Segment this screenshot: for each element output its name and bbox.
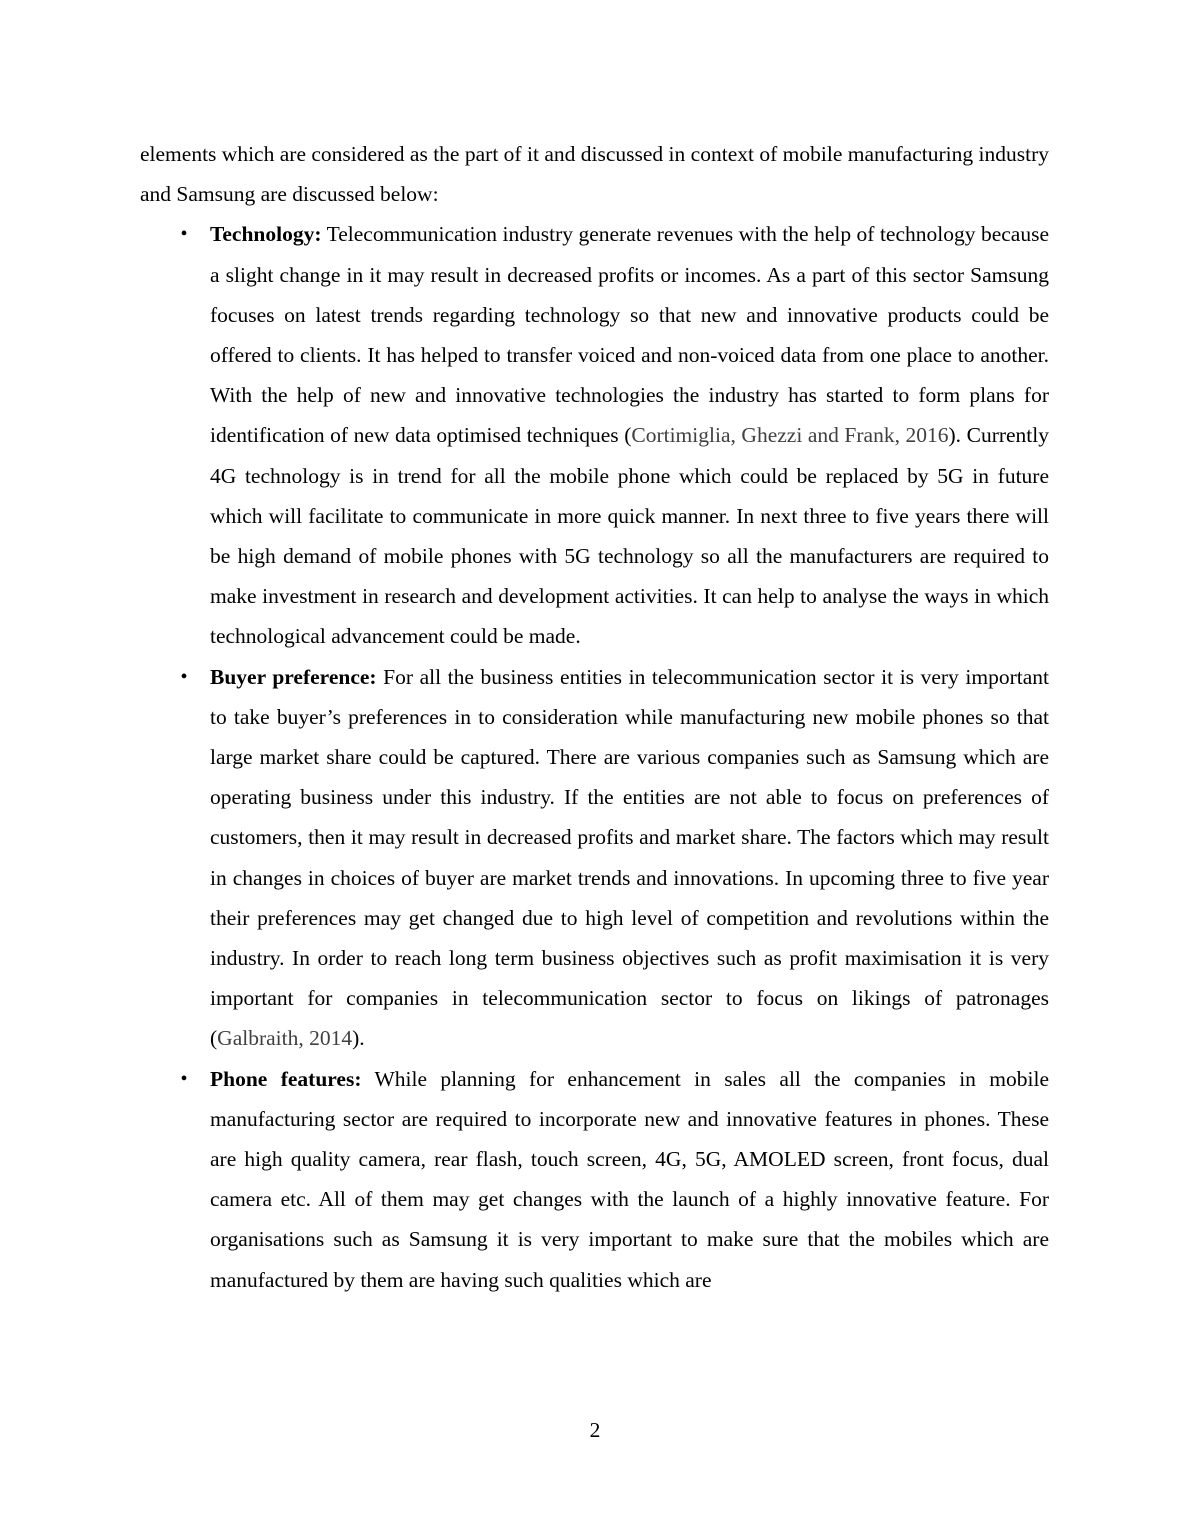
- bullet-text: Telecommunication industry generate revenues with the help of technology because a slight change in it may result in decreased profits or incomes. As a part of this sector Samsung focuses on latest trends regarding technology so that new and innovative products could be offered to clients. It has helped to transfer voiced and non-voiced data from one place to another. With the help of new and innovative technologies the industry has started to form plans for identification of new data optimised techniques (: [210, 222, 1049, 448]
- bullet-item-technology: [140, 214, 1049, 656]
- bullet-item-buyer-preference: [140, 657, 1049, 1059]
- citation: Cortimiglia, Ghezzi and Frank, 2016: [631, 423, 949, 448]
- bullet-term: Technology:: [210, 222, 322, 247]
- bullet-item-phone-features: [140, 1059, 1049, 1300]
- bullet-text-end: ). Currently 4G technology is in trend for all the mobile phone which could be replaced by 5G in future which will facilitate to communicate in more quick manner. In next three to five years there will be high demand of mobile phones with 5G technology so all the manufacturers are required to make investment in research and development activities. It can help to analyse the ways in which technological advancement could be made.: [210, 423, 1049, 649]
- bullet-icon: •: [180, 1067, 188, 1090]
- intro-paragraph: elements which are considered as the part of it and discussed in context of mobile manufacturing industry and Samsung are discussed below:: [140, 142, 1049, 207]
- bullet-text-end: ).: [352, 1026, 365, 1051]
- bullet-list: [140, 214, 1049, 1299]
- bullet-icon: •: [180, 223, 188, 246]
- bullet-text: For all the business entities in telecommunication sector it is very important to take buyer’s preferences in to consideration while manufacturing new mobile phones so that large market share could be captured. There are various companies such as Samsung which are operating business under this industry. If the entities are not able to focus on preferences of customers, then it may result in decreased profits and market share. The factors which may result in changes in choices of buyer are market trends and innovations. In upcoming three to five year their preferences may get changed due to high level of competition and revolutions within the industry. In order to reach long term business objectives such as profit maximisation it is very important for companies in telecommunication sector to focus on likings of patronages (: [210, 664, 1049, 1051]
- bullet-term: Phone features:: [210, 1066, 362, 1091]
- citation: Galbraith, 2014: [217, 1026, 353, 1051]
- bullet-text: While planning for enhancement in sales all the companies in mobile manufacturing sector are required to incorporate new and innovative features in phones. These are high quality camera, rear flash, touch screen, 4G, 5G, AMOLED screen, front focus, dual camera etc. All of them may get changes with the launch of a highly innovative feature. For organisations such as Samsung it is very important to make sure that the mobiles which are manufactured by them are having such qualities which are: [210, 1066, 1049, 1292]
- bullet-icon: •: [180, 665, 188, 688]
- bullet-term: Buyer preference:: [210, 664, 377, 689]
- page-number: 2: [589, 1418, 601, 1442]
- page-body: [140, 134, 1049, 1300]
